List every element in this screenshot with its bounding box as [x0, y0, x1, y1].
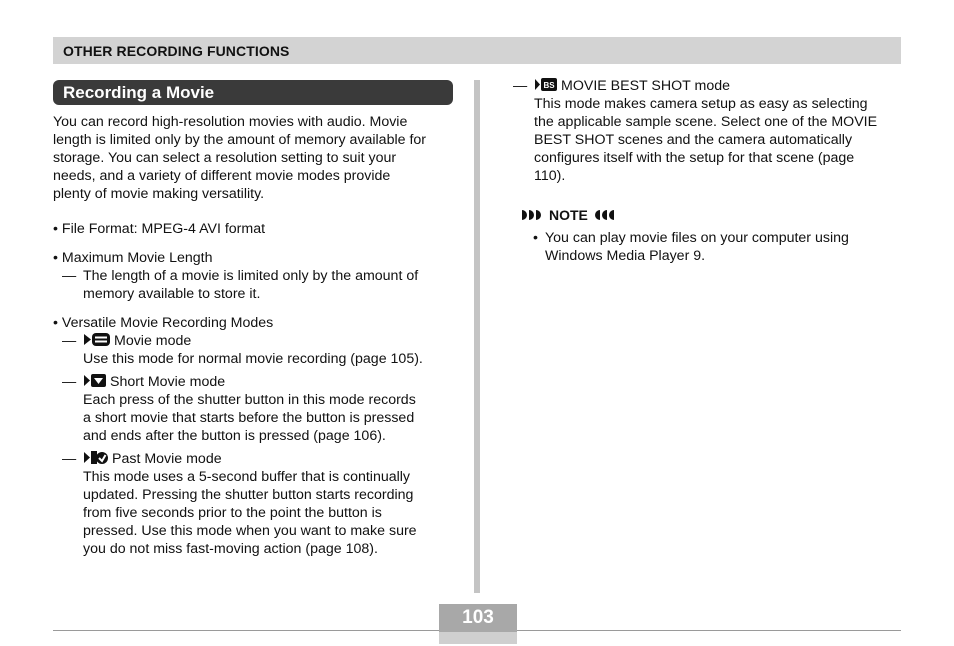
- dash: —: [62, 333, 77, 349]
- mode-desc-line: and ends after the button is pressed (page 106).: [83, 428, 386, 444]
- column-divider: [474, 80, 480, 593]
- note-left-icon: [521, 209, 543, 221]
- bullet-modes: [53, 314, 453, 558]
- page-number: 103: [439, 604, 517, 632]
- mode-desc-line: from five seconds prior to the point the button is: [83, 505, 382, 521]
- intro-line: plenty of movie making versatility.: [53, 186, 265, 202]
- left-column: [53, 80, 453, 558]
- note-item: [513, 229, 905, 265]
- mode-past-movie: [53, 450, 453, 558]
- header-title: OTHER RECORDING FUNCTIONS: [63, 43, 290, 59]
- intro-line: length is limited only by the amount of memory available for: [53, 132, 426, 148]
- mode-name: Movie mode: [114, 333, 192, 349]
- header-bar: [53, 37, 901, 64]
- max-length-detail: [53, 267, 453, 303]
- bullet-modes-label: • Versatile Movie Recording Modes: [53, 315, 274, 331]
- intro-line: storage. You can select a resolution setting to suit your: [53, 150, 397, 166]
- mode-desc-line: a short movie that starts before the button is pressed: [83, 410, 415, 426]
- section-title: Recording a Movie: [53, 80, 453, 105]
- short-movie-icon: [83, 373, 107, 388]
- mode-movie: [53, 332, 453, 368]
- note-heading: [513, 207, 905, 223]
- movie-mode-icon: [83, 332, 111, 347]
- mode-desc-line: This mode makes camera setup as easy as selecting: [534, 96, 868, 112]
- bullet-file-format: • File Format: MPEG-4 AVI format: [53, 221, 266, 237]
- movie-bs-icon: [534, 77, 558, 92]
- mode-desc-line: pressed. Use this mode when you want to make sure: [83, 523, 417, 539]
- dash: —: [62, 374, 77, 390]
- note-label: NOTE: [549, 207, 588, 223]
- intro-line: needs, and a variety of different movie modes provide: [53, 168, 391, 184]
- mode-desc-line: updated. Pressing the shutter button starts recording: [83, 487, 414, 503]
- mode-name: MOVIE BEST SHOT mode: [561, 78, 730, 94]
- intro-paragraph: [53, 113, 453, 203]
- mode-desc-line: you do not miss fast-moving action (page 108).: [83, 541, 378, 557]
- bullet-max-length-label: • Maximum Movie Length: [53, 250, 213, 266]
- note-bullet: •: [533, 230, 538, 246]
- mode-desc-line: configures itself with the setup for that scene (page: [534, 150, 855, 166]
- mode-desc-line: 110).: [534, 168, 566, 184]
- dash: —: [62, 268, 77, 284]
- dash: —: [513, 78, 528, 94]
- past-movie-icon: [83, 450, 109, 465]
- note-right-icon: [593, 209, 615, 221]
- mode-desc-line: Each press of the shutter button in this mode records: [83, 392, 416, 408]
- mode-desc-line: Use this mode for normal movie recording (page 105).: [83, 351, 423, 367]
- mode-name: Short Movie mode: [110, 374, 226, 390]
- intro-line: You can record high-resolution movies with audio. Movie: [53, 114, 408, 130]
- note-line: You can play movie files on your computer using: [545, 230, 849, 246]
- detail-line: memory available to store it.: [83, 286, 261, 302]
- mode-desc-line: BEST SHOT scenes and the camera automatically: [534, 132, 853, 148]
- detail-line: The length of a movie is limited only by the amount of: [83, 268, 419, 284]
- dash: —: [62, 451, 77, 467]
- mode-desc-line: the applicable sample scene. Select one of the MOVIE: [534, 114, 878, 130]
- mode-movie-best-shot: [513, 77, 905, 185]
- bs-icon-text: BS: [543, 81, 555, 90]
- note-line: Windows Media Player 9.: [545, 248, 706, 264]
- bullet-max-length: [53, 249, 453, 303]
- mode-desc-line: This mode uses a 5-second buffer that is continually: [83, 469, 411, 485]
- mode-short-movie: [53, 373, 453, 445]
- page-number-base: [439, 632, 517, 644]
- right-column: [513, 77, 905, 265]
- mode-name: Past Movie mode: [112, 451, 222, 467]
